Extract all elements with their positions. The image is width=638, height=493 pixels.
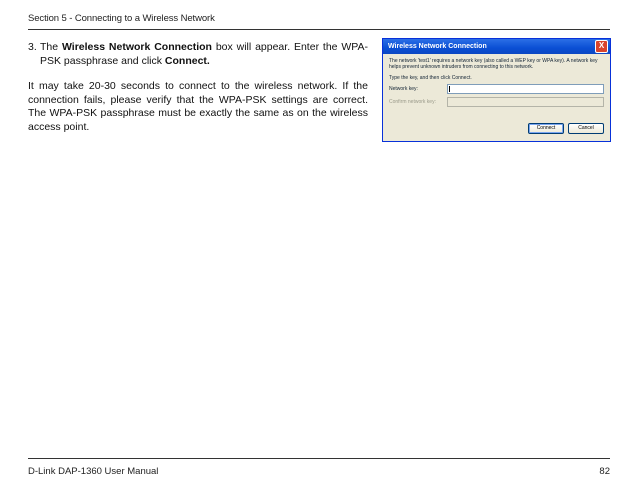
connection-note: It may take 20-30 seconds to connect to the wireless network. If the connection fails, please verify that the WPA-PSK settings are correct. The WPA-PSK passphrase must be exactly the same as on the wireless access point.: [28, 80, 368, 133]
manual-title: D-Link DAP-1360 User Manual: [28, 466, 159, 477]
header-rule: [28, 29, 610, 30]
confirm-key-row: [383, 94, 610, 107]
dialog-message: The network 'test1' requires a network key (also called a WEP key or WPA key). A network key helps prevent unknown intruders from connecting to this network.: [389, 58, 598, 70]
wireless-connection-dialog: [382, 38, 611, 142]
section-header: Section 5 - Connecting to a Wireless Network: [28, 13, 215, 24]
dialog-instruction: Type the key, and then click Connect.: [389, 75, 472, 81]
step-bold-action: Connect.: [164, 54, 210, 67]
page-number: 82: [599, 466, 610, 477]
connect-button[interactable]: Connect: [528, 123, 564, 134]
network-key-row: [383, 81, 610, 94]
step-number: 3.: [28, 41, 37, 53]
network-key-label: Network key:: [389, 86, 418, 92]
close-icon[interactable]: X: [595, 40, 608, 53]
step-bold-name: Wireless Network Connection: [61, 41, 212, 53]
instruction-text: [28, 41, 368, 134]
step-after-name: box will appear. Enter the WPA-PSK passphrase and click: [40, 41, 369, 67]
dialog-titlebar[interactable]: [383, 39, 610, 54]
text-caret: [449, 86, 450, 92]
step-3: [28, 41, 368, 68]
network-key-input[interactable]: [447, 84, 604, 94]
confirm-key-label: Confirm network key:: [389, 99, 436, 105]
dialog-buttons: [528, 123, 604, 134]
cancel-button[interactable]: Cancel: [568, 123, 604, 134]
confirm-key-input: [447, 97, 604, 107]
dialog-title: Wireless Network Connection: [388, 43, 487, 50]
step-intro: The: [40, 41, 59, 53]
footer-rule: [28, 458, 610, 459]
step-body: [40, 41, 368, 68]
